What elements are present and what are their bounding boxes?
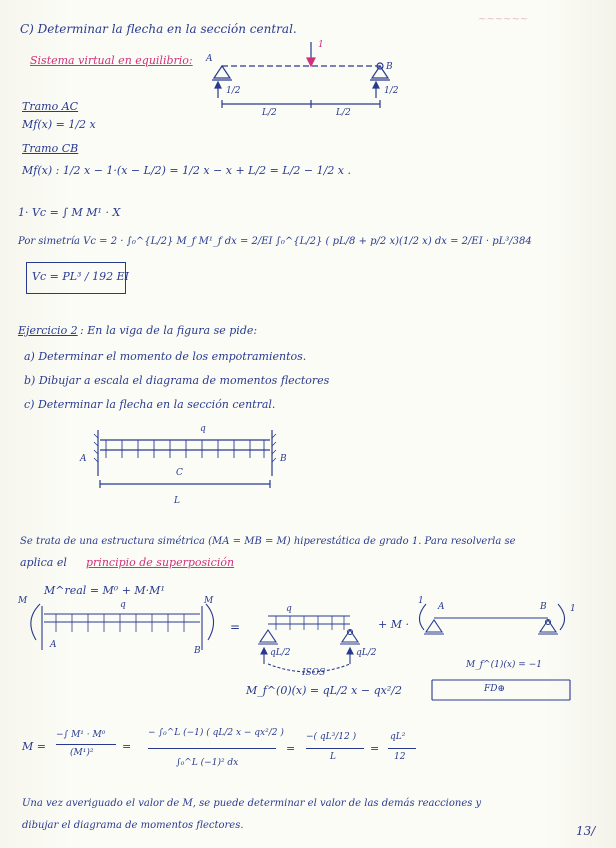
ejercicio2-heading: Ejercicio 2 bbox=[18, 324, 78, 337]
m-result-num: qL² bbox=[390, 732, 406, 742]
tramo-ac-heading: Tramo AC bbox=[22, 100, 79, 113]
m-frac2-bar bbox=[148, 748, 276, 749]
iso-load: q bbox=[286, 604, 292, 614]
m-eq-sign-2: = bbox=[286, 742, 296, 755]
iso-react-left: qL/2 bbox=[270, 648, 291, 658]
m-result-bar bbox=[388, 748, 416, 749]
tramo-cb-eq: Mf(x) : 1/2 x − 1·(x − L/2) = 1/2 x − x + L/2 = L/2 − 1/2 x . bbox=[22, 164, 352, 177]
ejercicio2-intro: : En la viga de la figura se pide: bbox=[80, 324, 258, 337]
m-frac3-den: L bbox=[330, 752, 336, 762]
fixed-beam-end-b: B bbox=[280, 454, 287, 464]
m-frac1-den: (M¹)² bbox=[70, 748, 94, 758]
superposition-principle: principio de superposición bbox=[86, 556, 235, 569]
unit-end-a: A bbox=[438, 602, 445, 612]
m-formula-lhs: M = bbox=[22, 740, 46, 753]
closing-line1: Una vez averiguado el valor de M, se puede determinar el valor de las demás reacciones y bbox=[22, 798, 482, 809]
vc-eq1: 1· Vc = ∫ M M¹ · X bbox=[18, 206, 121, 219]
superposition-line1: Se trata de una estructura simétrica (MA = MB = M) hiperestática de grado 1. Para resolverla se bbox=[20, 536, 516, 547]
fixed-beam-span: L bbox=[174, 496, 180, 506]
unit-moment-left: 1 bbox=[418, 596, 424, 606]
superposition-eq-top: M^real = M⁰ + M·M¹ bbox=[44, 584, 165, 597]
m-frac1-num: −∫ M¹ · M⁰ bbox=[56, 730, 106, 740]
vc-result: Vc = PL³ / 192 EI bbox=[32, 270, 129, 283]
real-load: q bbox=[120, 600, 126, 610]
tramo-ac-eq: Mf(x) = 1/2 x bbox=[22, 118, 96, 131]
m-result-den: 12 bbox=[394, 752, 406, 762]
real-moment-left: M bbox=[18, 596, 28, 606]
vc-eq2: Por simetría Vc = 2 · ∫₀^{L/2} M_f M¹_f dx = 2/EI ∫₀^{L/2} ( pL/8 + p/2 x)(1/2 x) dx = 2/EI · pL³/384 bbox=[18, 236, 532, 247]
fixed-beam-load: q bbox=[200, 424, 206, 434]
ejercicio2-item-a: a) Determinar el momento de los empotramientos. bbox=[24, 350, 307, 363]
unit-end-b: B bbox=[540, 602, 547, 612]
real-moment-right: M bbox=[204, 596, 214, 606]
beam1-unit-load: 1 bbox=[318, 40, 324, 50]
real-end-a: A bbox=[50, 640, 57, 650]
superposition-line2-pre: aplica el bbox=[20, 556, 67, 569]
beam1-node-b: B bbox=[386, 62, 393, 72]
section-c-title: C) Determinar la flecha en la sección central. bbox=[20, 22, 297, 36]
m-frac2-den: ∫₀^L (−1)² dx bbox=[176, 758, 239, 768]
page-number: 13/ bbox=[576, 824, 596, 838]
m-frac3-bar bbox=[306, 748, 364, 749]
m-frac3-num: −( qL³/12 ) bbox=[306, 732, 357, 742]
beam1-node-a: A bbox=[206, 54, 213, 64]
beam1-react-a: 1/2 bbox=[226, 86, 241, 96]
virtual-system-label: Sistema virtual en equilibrio: bbox=[30, 54, 193, 67]
m-eq-sign-3: = bbox=[370, 742, 380, 755]
bleed-through-text: ~~~~~~ bbox=[478, 14, 529, 25]
fd-label: FD⊕ bbox=[484, 684, 506, 694]
real-end-b: B bbox=[194, 646, 201, 656]
iso-react-right: qL/2 bbox=[356, 648, 377, 658]
ejercicio2-item-b: b) Dibujar a escala el diagrama de momentos flectores bbox=[24, 374, 330, 387]
m-frac2-num: − ∫₀^L (−1) ( qL/2 x − qx²/2 ) bbox=[148, 728, 284, 738]
beam1-react-b: 1/2 bbox=[384, 86, 399, 96]
m-eq-sign-1: = bbox=[122, 740, 132, 753]
m-frac1-bar bbox=[56, 744, 116, 745]
fixed-beam-mid: C bbox=[176, 468, 183, 478]
fixed-beam-end-a: A bbox=[80, 454, 87, 464]
m0-eq: M_f^(0)(x) = qL/2 x − qx²/2 bbox=[246, 684, 402, 697]
m1-eq: M_f^(1)(x) = −1 bbox=[466, 660, 542, 670]
ejercicio2-item-c: c) Determinar la flecha en la sección central. bbox=[24, 398, 276, 411]
equals-sign: = bbox=[230, 620, 241, 634]
beam1-dim-right: L/2 bbox=[336, 108, 351, 118]
beam1-dim-left: L/2 bbox=[262, 108, 277, 118]
closing-line2: dibujar el diagrama de momentos flectores. bbox=[22, 820, 244, 831]
unit-moment-right: 1 bbox=[570, 604, 576, 614]
plus-m: + M · bbox=[378, 618, 409, 631]
tramo-cb-heading: Tramo CB bbox=[22, 142, 79, 155]
iso-label: ISOS bbox=[302, 668, 326, 678]
